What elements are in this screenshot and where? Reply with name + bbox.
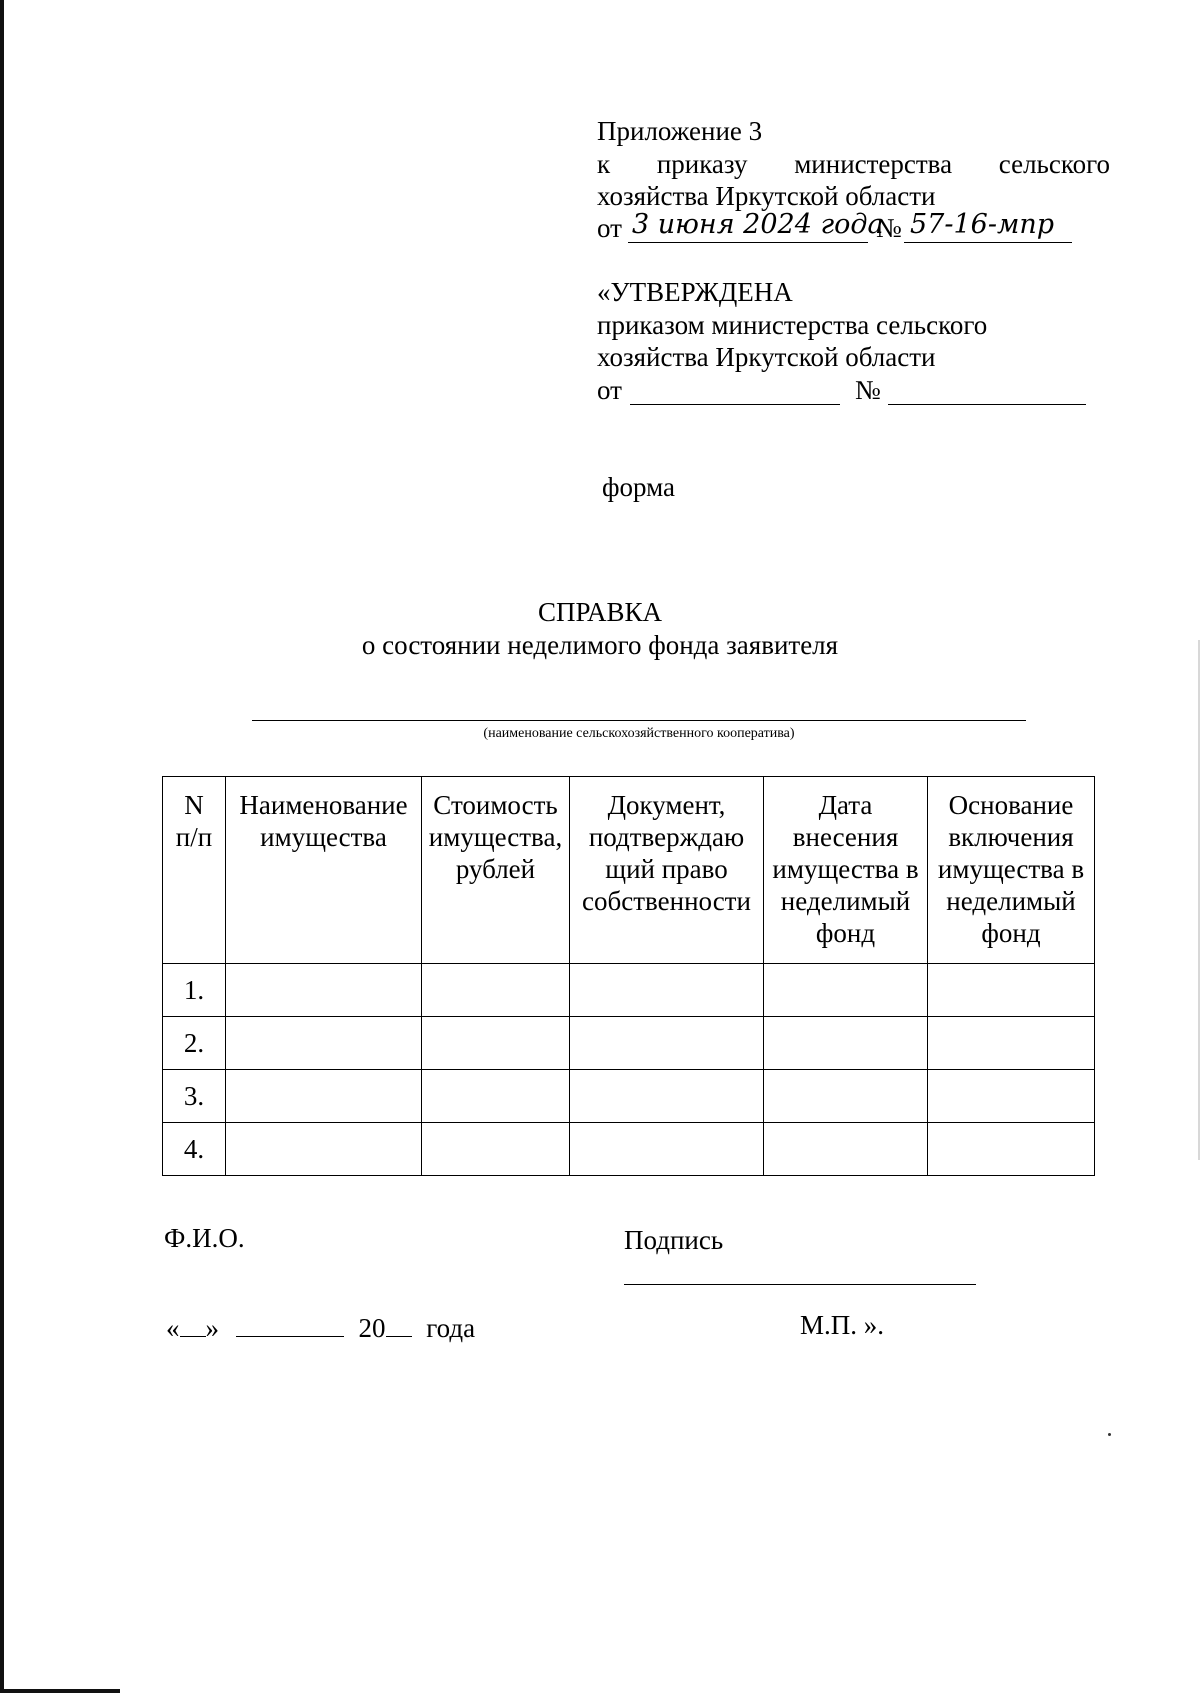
- column-header-ownership-document: Документ, подтверждаю щий право собственности: [570, 777, 764, 964]
- table-cell[interactable]: [928, 1123, 1095, 1176]
- approval-title: «УТВЕРЖДЕНА: [597, 277, 793, 307]
- table-cell[interactable]: [226, 1123, 422, 1176]
- table-cell[interactable]: [570, 1123, 764, 1176]
- approval-date-label: от: [597, 375, 622, 405]
- document-title: СПРАВКА: [537, 597, 663, 627]
- table-cell[interactable]: [764, 1123, 928, 1176]
- table-cell[interactable]: [764, 964, 928, 1017]
- fio-label: Ф.И.О.: [164, 1223, 245, 1253]
- column-header-inclusion-basis: Основание включения имущества в неделимый фонд: [928, 777, 1095, 964]
- property-table: [162, 776, 1095, 1176]
- cooperative-name-caption: (наименование сельскохозяйственного кооператива): [483, 726, 795, 741]
- column-header-contribution-date: Дата внесения имущества в неделимый фонд: [764, 777, 928, 964]
- order-date-underline: [628, 242, 868, 243]
- table-row: [163, 964, 1095, 1017]
- table-cell[interactable]: [422, 1070, 570, 1123]
- table-cell[interactable]: [570, 1017, 764, 1070]
- scan-edge-left: [0, 0, 4, 1693]
- column-header-property-name: Наименование имущества: [226, 777, 422, 964]
- cooperative-name-line: [252, 720, 1026, 721]
- form-label: форма: [602, 472, 675, 502]
- table-row: [163, 1123, 1095, 1176]
- table-cell[interactable]: [422, 964, 570, 1017]
- signature-label: Подпись: [624, 1225, 724, 1255]
- row-number: 3.: [163, 1070, 226, 1123]
- table-cell[interactable]: [570, 1070, 764, 1123]
- table-cell[interactable]: [226, 964, 422, 1017]
- table-cell[interactable]: [226, 1017, 422, 1070]
- scan-edge-bottom: [0, 1689, 120, 1693]
- row-number: 2.: [163, 1017, 226, 1070]
- appendix-title: Приложение 3: [597, 116, 763, 146]
- table-cell[interactable]: [570, 964, 764, 1017]
- document-subtitle: о состоянии неделимого фонда заявителя: [361, 630, 839, 660]
- table-cell[interactable]: [226, 1070, 422, 1123]
- table-row: [163, 1070, 1095, 1123]
- approval-number-blank: [888, 404, 1086, 405]
- column-header-number: N п/п: [163, 777, 226, 964]
- table-row: [163, 1017, 1095, 1070]
- scan-speck: [1108, 1433, 1111, 1436]
- year-suffix: года: [426, 1313, 476, 1343]
- approval-number-label: №: [855, 375, 881, 405]
- table-cell[interactable]: [764, 1070, 928, 1123]
- table-cell[interactable]: [422, 1017, 570, 1070]
- date-open-quote: «: [166, 1313, 180, 1343]
- approval-date-blank: [630, 404, 840, 405]
- approval-line-2: приказом министерства сельского: [597, 310, 988, 340]
- signature-line: [624, 1284, 976, 1285]
- table-cell[interactable]: [928, 1070, 1095, 1123]
- table-cell[interactable]: [422, 1123, 570, 1176]
- column-header-property-cost: Стоимость имущества, рублей: [422, 777, 570, 964]
- table-cell[interactable]: [928, 964, 1095, 1017]
- table-cell[interactable]: [764, 1017, 928, 1070]
- date-field: [166, 1308, 475, 1344]
- order-number-label: №: [876, 213, 902, 243]
- table-cell[interactable]: [928, 1017, 1095, 1070]
- year-prefix: 20: [358, 1313, 386, 1343]
- order-reference-word: сельского: [998, 149, 1110, 179]
- order-number-handwritten: 57-16-мпр: [910, 209, 1055, 240]
- day-blank[interactable]: [180, 1308, 206, 1337]
- month-blank[interactable]: [236, 1308, 344, 1337]
- order-number-underline: [904, 242, 1072, 243]
- row-number: 1.: [163, 964, 226, 1017]
- date-close-quote: »: [205, 1313, 219, 1343]
- approval-line-3: хозяйства Иркутской области: [597, 342, 936, 372]
- order-date-handwritten: 3 июня 2024 года: [632, 209, 884, 240]
- order-date-label: от: [597, 213, 622, 243]
- year-blank[interactable]: [386, 1308, 412, 1337]
- order-reference-line2: хозяйства Иркутской области: [597, 181, 936, 211]
- row-number: 4.: [163, 1123, 226, 1176]
- order-reference-line1: [597, 148, 1110, 180]
- table-header-row: [163, 777, 1095, 964]
- stamp-label: М.П. ».: [800, 1310, 885, 1340]
- order-reference-word: министерства: [794, 149, 953, 179]
- order-reference-word: к: [597, 149, 611, 179]
- order-reference-word: приказу: [656, 149, 748, 179]
